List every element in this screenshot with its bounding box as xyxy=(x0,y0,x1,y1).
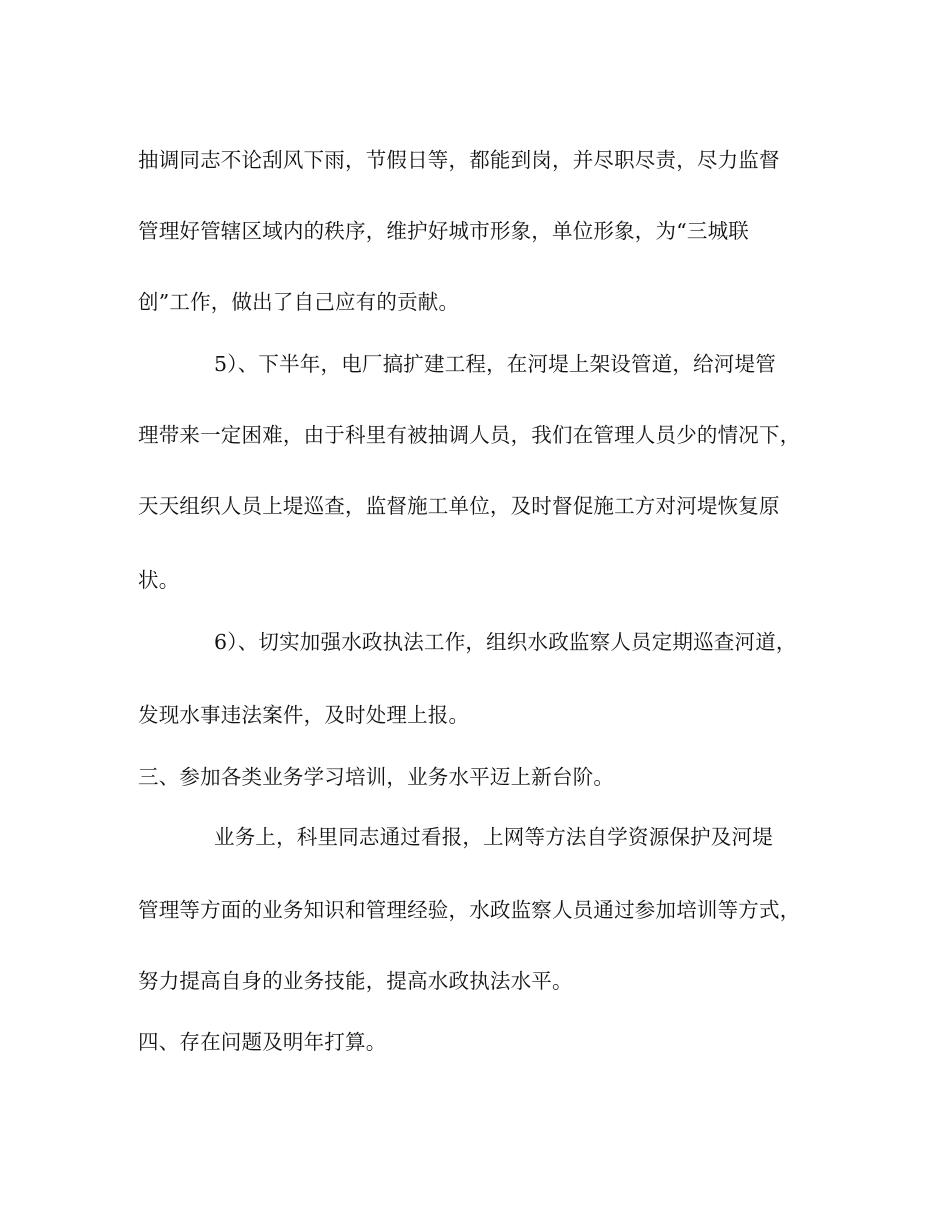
paragraph-line: 5）、下半年，电厂搞扩建工程，在河堤上架设管道，给河堤管 xyxy=(214,352,776,376)
paragraph-line: 状。 xyxy=(138,568,180,592)
paragraph-line: 天天组织人员上堤巡查，监督施工单位，及时督促施工方对河堤恢复原 xyxy=(138,494,780,518)
paragraph-line: 管理等方面的业务知识和管理经验，水政监察人员通过参加培训等方式， xyxy=(138,898,801,922)
paragraph-line: 发现水事违法案件，及时处理上报。 xyxy=(138,703,470,727)
paragraph-line: 6）、切实加强水政执法工作，组织水政监察人员定期巡查河道， xyxy=(214,630,797,654)
section-heading: 四、存在问题及明年打算。 xyxy=(138,1030,387,1054)
paragraph-line: 抽调同志不论刮风下雨，节假日等，都能到岗，并尽职尽责，尽力监督 xyxy=(138,148,780,172)
paragraph-line: 管理好管辖区域内的秩序，维护好城市形象，单位形象，为“三城联 xyxy=(138,219,749,243)
paragraph-line: 创”工作，做出了自己应有的贡献。 xyxy=(138,290,460,314)
paragraph-line: 业务上，科里同志通过看报，上网等方法自学资源保护及河堤 xyxy=(214,825,773,849)
paragraph-line: 努力提高自身的业务技能，提高水政执法水平。 xyxy=(138,969,573,993)
paragraph-line: 理带来一定困难，由于科里有被抽调人员，我们在管理人员少的情况下， xyxy=(138,423,801,447)
section-heading: 三、参加各类业务学习培训，业务水平迈上新台阶。 xyxy=(138,765,615,789)
